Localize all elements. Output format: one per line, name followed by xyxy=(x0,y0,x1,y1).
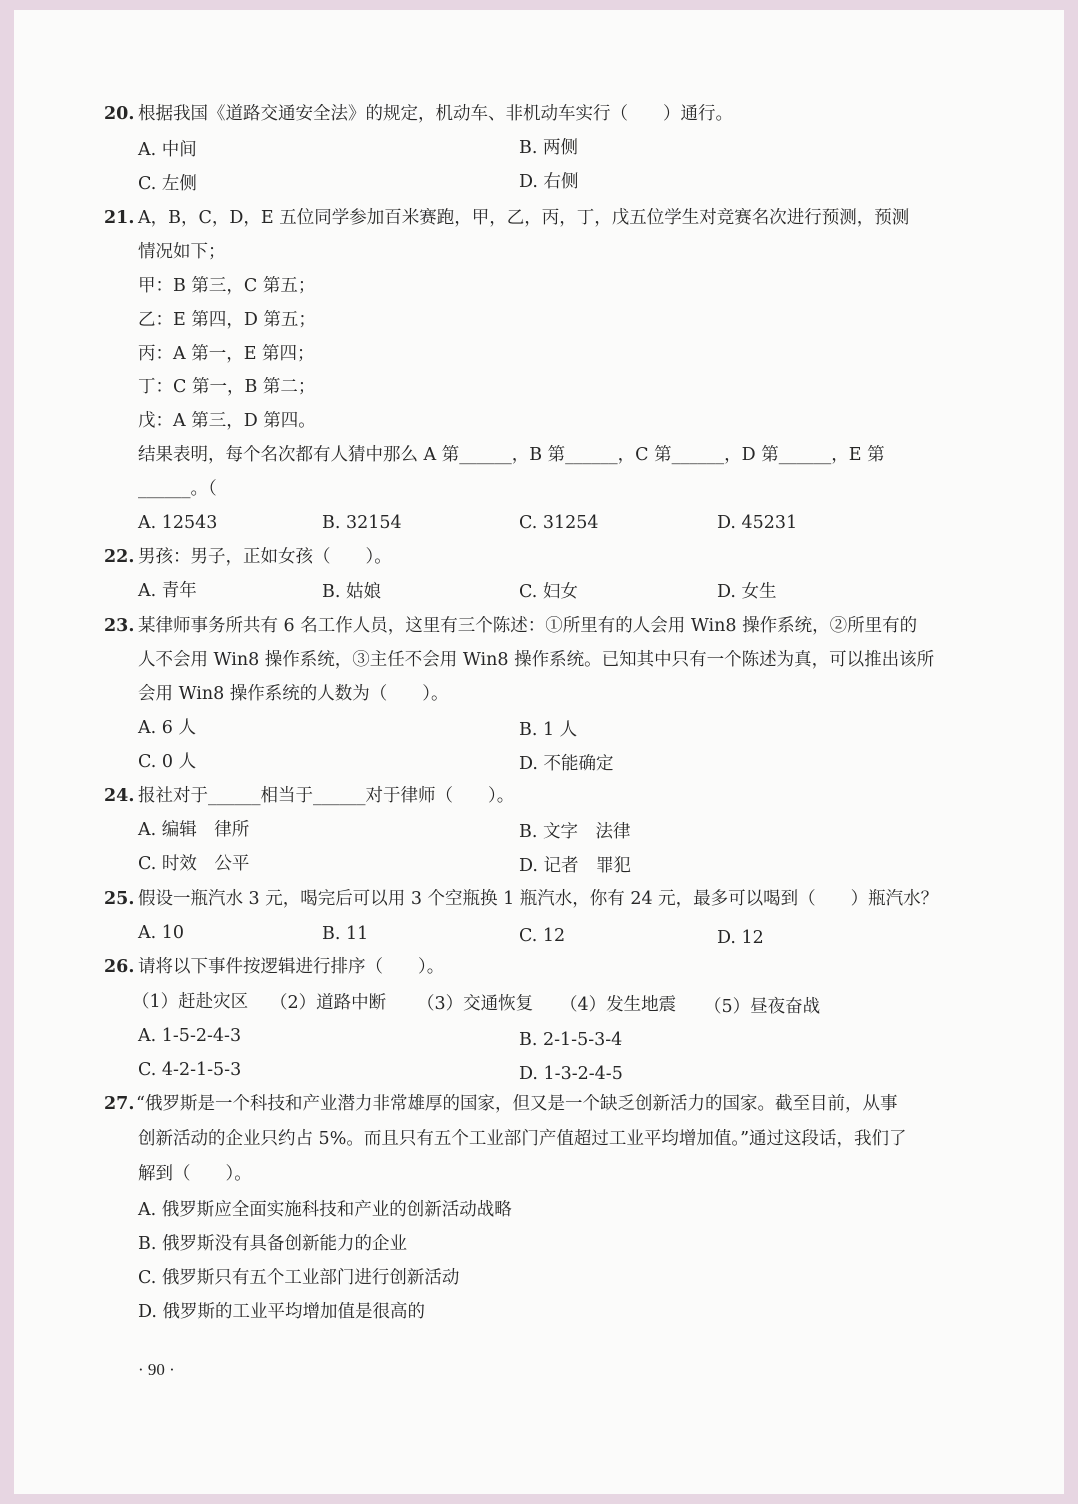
event: （5）昼夜奋战 xyxy=(704,997,821,1017)
option: C. 妇女 xyxy=(519,582,578,602)
option: D. 右侧 xyxy=(519,172,579,192)
question-stem: 请将以下事件按逻辑进行排序（ ）。 xyxy=(138,957,445,977)
question-number: 27. xyxy=(104,1094,135,1114)
question-stem: 根据我国《道路交通安全法》的规定，机动车、非机动车实行（ ）通行。 xyxy=(138,104,733,124)
option: D. 45231 xyxy=(717,513,798,533)
option: A. 1-5-2-4-3 xyxy=(138,1026,242,1046)
question-number: 25. xyxy=(104,889,135,909)
result-text: 结果表明，每个名次都有人猜中那么 A 第______，B 第______，C 第______，D 第______，E 第 xyxy=(138,445,885,465)
option: B. 32154 xyxy=(322,513,402,533)
question-stem: 人不会用 Win8 操作系统，③主任不会用 Win8 操作系统。已知其中只有一个陈述为真，可以推出该所 xyxy=(138,650,935,670)
prediction: 甲：B 第三，C 第五； xyxy=(138,276,316,296)
question-stem: 假设一瓶汽水 3 元，喝完后可以用 3 个空瓶换 1 瓶汽水，你有 24 元，最多可以喝到（ ）瓶汽水？ xyxy=(138,889,939,909)
option: D. 不能确定 xyxy=(519,754,614,774)
option: C. 俄罗斯只有五个工业部门进行创新活动 xyxy=(138,1268,460,1288)
question-stem: “俄罗斯是一个科技和产业潜力非常雄厚的国家，但又是一个缺乏创新活力的国家。截至目前，从事 xyxy=(136,1094,898,1114)
option: A. 俄罗斯应全面实施科技和产业的创新活动战略 xyxy=(138,1200,512,1220)
question-number: 23. xyxy=(104,616,135,636)
option: A. 12543 xyxy=(138,513,218,533)
option: C. 12 xyxy=(519,926,566,946)
option: A. 6 人 xyxy=(138,718,196,738)
question-stem: 报社对于______相当于______对于律师（ ）。 xyxy=(138,786,515,806)
prediction: 乙：E 第四，D 第五； xyxy=(138,310,316,330)
option: D. 俄罗斯的工业平均增加值是很高的 xyxy=(138,1302,426,1322)
option: B. 姑娘 xyxy=(322,582,381,602)
option: C. 时效 公平 xyxy=(138,854,250,874)
page-number: · 90 · xyxy=(138,1360,175,1379)
exam-page xyxy=(14,10,1064,1494)
question-stem: A，B，C，D，E 五位同学参加百米赛跑，甲，乙，丙，丁，戊五位学生对竞赛名次进行预测，预测 xyxy=(138,208,910,228)
question-stem: 创新活动的企业只约占 5%。而且只有五个工业部门产值超过工业平均增加值。”通过这段话，我们了 xyxy=(138,1129,907,1149)
option: C. 左侧 xyxy=(138,174,197,194)
question-number: 22. xyxy=(104,547,135,567)
prediction: 丁：C 第一，B 第二； xyxy=(138,377,316,397)
option: B. 俄罗斯没有具备创新能力的企业 xyxy=(138,1234,407,1254)
result-text: ______。（ xyxy=(138,479,217,499)
event: （2）道路中断 xyxy=(270,993,387,1013)
question-stem: 解到（ ）。 xyxy=(138,1164,252,1184)
option: D. 女生 xyxy=(717,582,777,602)
prediction: 戊：A 第三，D 第四。 xyxy=(138,411,316,431)
question-number: 21. xyxy=(104,208,135,228)
event: （4）发生地震 xyxy=(560,995,677,1015)
option: D. 1-3-2-4-5 xyxy=(519,1064,623,1084)
option: A. 中间 xyxy=(138,140,197,160)
option: B. 1 人 xyxy=(519,720,578,740)
option: B. 文字 法律 xyxy=(519,822,631,842)
option: A. 青年 xyxy=(138,581,197,601)
option: D. 12 xyxy=(717,928,764,948)
option: A. 10 xyxy=(138,923,185,943)
question-stem: 男孩：男子，正如女孩（ ）。 xyxy=(138,547,392,567)
option: D. 记者 罪犯 xyxy=(519,856,632,876)
event: （1）赶赴灾区 xyxy=(132,992,249,1012)
question-stem: 会用 Win8 操作系统的人数为（ ）。 xyxy=(138,684,449,704)
option: C. 31254 xyxy=(519,513,599,533)
question-number: 24. xyxy=(104,786,135,806)
option: A. 编辑 律所 xyxy=(138,820,250,840)
option: B. 两侧 xyxy=(519,138,578,158)
option: B. 2-1-5-3-4 xyxy=(519,1030,623,1050)
option: B. 11 xyxy=(322,924,369,944)
question-number: 26. xyxy=(104,957,135,977)
option: C. 0 人 xyxy=(138,752,197,772)
question-number: 20. xyxy=(104,104,135,124)
question-stem: 情况如下； xyxy=(138,242,226,262)
event: （3）交通恢复 xyxy=(417,994,534,1014)
question-stem: 某律师事务所共有 6 名工作人员，这里有三个陈述：①所里有的人会用 Win8 操作系统，②所里有的 xyxy=(138,616,918,636)
option: C. 4-2-1-5-3 xyxy=(138,1060,242,1080)
prediction: 丙：A 第一，E 第四； xyxy=(138,344,315,364)
